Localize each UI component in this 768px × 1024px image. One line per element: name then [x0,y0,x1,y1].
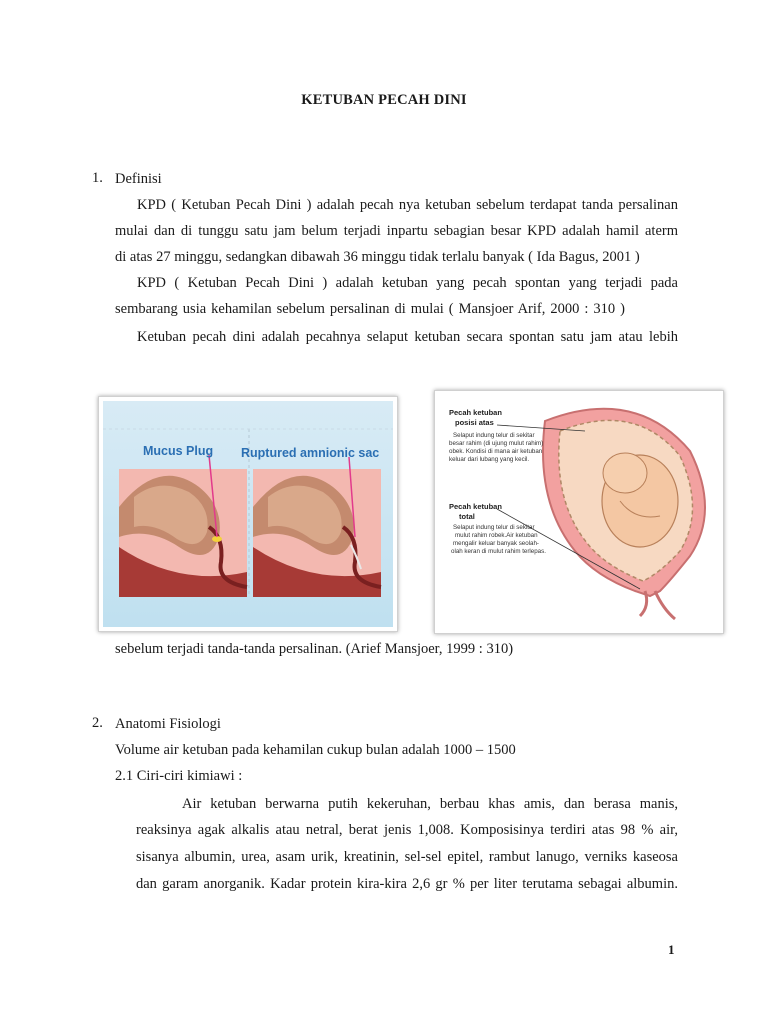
section-1-heading: Definisi [115,171,162,187]
page-number: 1 [668,942,675,957]
label1-text-4: keluar dari lubang yang kecil. [449,456,530,463]
section-2-heading: Anatomi Fisiologi [115,716,221,732]
label1-title-line2: posisi atas [455,418,494,427]
section-1-line-6: Ketuban pecah dini adalah pecahnya selaput ketuban secara spontan satu jam atau lebih [137,329,678,345]
section-2-line-4: dan garam anorganik. Kadar protein kira-kira 2,6 gr % per liter terutama sebagai albumin. [136,876,678,892]
section-1-line-5: sembarang usia kehamilan sebelum persalinan di mulai ( Mansjoer Arif, 2000 : 310 ) [115,301,625,317]
mucus-plug-illustration [99,397,397,631]
section-2-line-2: reaksinya agak alkalis atau netral, berat jenis 1,008. Komposisinya terdiri atas 98 % air, [136,822,678,838]
page-title: KETUBAN PECAH DINI [301,92,467,108]
label1-text-3: obek. Kondisi di mana air ketuban [449,448,543,455]
label1-text-2: besar rahim (di ujung mulut rahim) [449,440,544,447]
section-2-line-1: Air ketuban berwarna putih kekeruhan, berbau khas amis, dan berasa manis, [182,796,678,812]
section-1-line-2: mulai dan di tunggu satu jam belum terjadi inpartu sebagian besar KPD adalah hamil aterm [115,223,678,239]
mucus-plug-figure [98,396,398,632]
label2-title-line2: total [459,512,475,521]
label2-text-4: olah keran di mulut rahim terlepas. [451,548,546,555]
section-2-line-3: sisanya albumin, urea, asam urik, kreatinin, sel-sel epitel, rambut lanugo, verniks kaseosa [136,849,678,865]
label2-title-line1: Pecah ketuban [449,502,502,511]
ruptured-membrane-figure [434,390,724,634]
label1-text-1: Selaput indung telur di sekitar [453,432,535,439]
section-1-number: 1. [92,170,103,186]
label2-text-1: Selaput indung telur di sekitar [453,524,535,531]
section-2-intro: Volume air ketuban pada kehamilan cukup bulan adalah 1000 – 1500 [115,742,516,758]
mucus-plug-label: Mucus Plug [143,444,214,458]
section-1-line-3: di atas 27 minggu, sedangkan dibawah 36 minggu tidak terlalu banyak ( Ida Bagus, 2001 ) [115,249,640,265]
section-1-line-4: KPD ( Ketuban Pecah Dini ) adalah ketuban yang pecah spontan yang terjadi pada [137,275,678,291]
label2-text-2: mulut rahim robek.Air ketuban [455,532,538,539]
label1-title-line1: Pecah ketuban [449,408,502,417]
subsection-2-1-heading: 2.1 Ciri-ciri kimiawi : [115,768,243,784]
section-1-after-figure: sebelum terjadi tanda-tanda persalinan. (Arief Mansjoer, 1999 : 310) [115,641,514,657]
label2-text-3: mengalir keluar banyak seolah- [453,540,539,547]
ruptured-membrane-illustration [435,391,723,633]
ruptured-sac-label: Ruptured amnionic sac [241,446,380,460]
section-1-line-1: KPD ( Ketuban Pecah Dini ) adalah pecah nya ketuban sebelum terdapat tanda persalinan [137,197,678,213]
section-2-number: 2. [92,715,103,731]
